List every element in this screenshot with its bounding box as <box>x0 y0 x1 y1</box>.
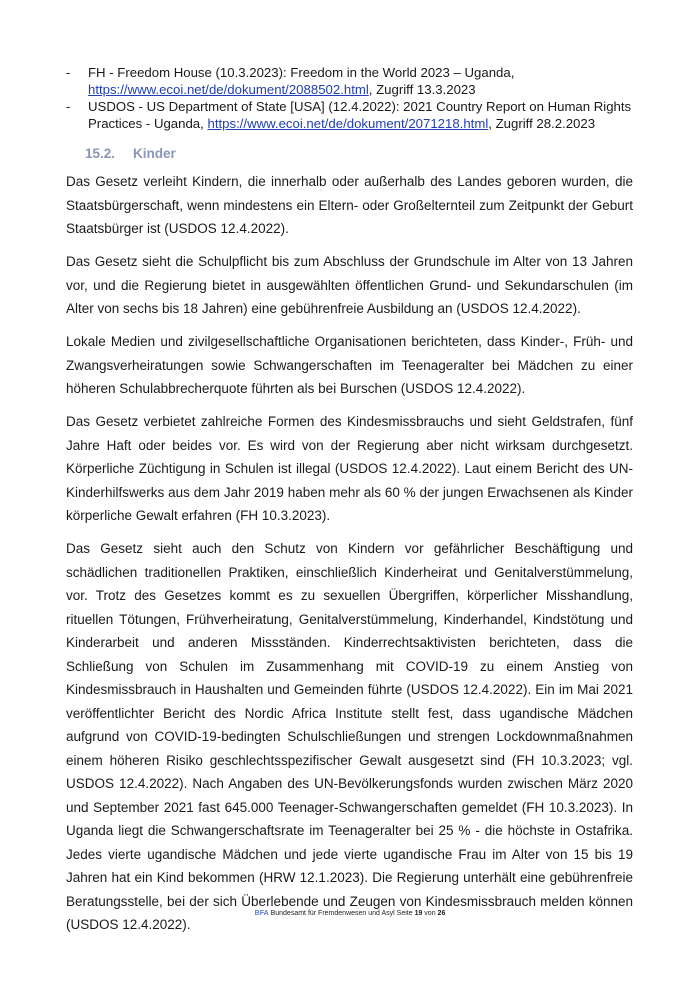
footer-org: Bundesamt für Fremdenwesen und Asyl Seite <box>268 910 415 917</box>
paragraph: Das Gesetz verleiht Kindern, die innerhalb oder außerhalb des Landes geboren wurden, die Staatsbürgerschaft, wenn mindestens ein Eltern- oder Großelternteil zum Zeitpunkt der Geburt Staatsbürger ist (USDOS 12.4.2022). <box>66 174 633 236</box>
source-text: USDOS - US Department of State [USA] (12.4.2022): 2021 Country Report on Human Rights Practices - Uganda, <box>88 99 632 131</box>
footer-of: von <box>422 910 438 917</box>
source-accessed: , Zugriff 28.2.2023 <box>488 116 596 131</box>
section-title: Kinder <box>133 146 176 161</box>
source-text: FH - Freedom House (10.3.2023): Freedom in the World 2023 – Uganda, <box>88 65 515 80</box>
source-link[interactable]: https://www.ecoi.net/de/dokument/2088502.html <box>88 82 369 97</box>
source-item <box>66 98 646 132</box>
paragraph: Lokale Medien und zivilgesellschaftliche Organisationen berichteten, dass Kinder-, Früh- und Zwangsverheiratungen sowie Schwangerschaften im Teenageralter bei Mädchen zu einer höheren Schulabbrecherquote führten als bei Burschen (USDOS 12.4.2022). <box>66 334 633 396</box>
list-dash: - <box>66 65 71 80</box>
source-text-wrap <box>88 98 646 132</box>
section-body <box>66 170 633 946</box>
source-item <box>66 64 646 98</box>
paragraph: Das Gesetz sieht auch den Schutz von Kindern vor gefährlicher Beschäftigung und schädlichen traditionellen Praktiken, einschließlich Kinderheirat und Genitalverstümmelung, vor. Trotz des Gesetzes kommt es zu sexuellen Übergriffen, körperlicher Misshandlung, rituellen Tötungen, Frühverheiratung, Genitalverstümmelung, Kinderhandel, Kindstötung und Kinderarbeit und anderen Missständen. Kinderrechtsaktivisten berichteten, dass die Schließung von Schulen im Zusammenhang mit COVID-19 zu einem Anstieg von Kindesmissbrauch in Haushalten und Gemeinden führte (USDOS 12.4.2022). Ein im Mai 2021 veröffentlichter Bericht des Nordic Africa Institute stellt fest, dass ugandische Mädchen aufgrund von COVID-19-bedingten Schulschließungen und strengen Lockdownmaßnahmen einem höheren Risiko geschlechtsspezifischer Gewalt ausgesetzt sind (FH 10.3.2023; vgl. USDOS 12.4.2022). Nach Angaben des UN-Bevölkerungsfonds wurden zwischen März 2020 und September 2021 fast 645.000 Teenager-Schwangerschaften gemeldet (FH 10.3.2023). In Uganda liegt die Schwangerschaftsrate im Teenageralter bei 25 % - die höchste in Ostafrika. Jedes vierte ugandische Mädchen und jede vierte ugandische Frau im Alter von 15 bis 19 Jahren hat ein Kind bekommen (HRW 12.1.2023). Die Regierung unterhält eine gebührenfreie Beratungsstelle, bei der sich Überlebende und Zeugen von Kindesmissbrauch melden können (USDOS 12.4.2022). <box>66 541 633 932</box>
footer-brand: BFA <box>254 910 269 917</box>
section-number: 15.2. <box>85 146 116 161</box>
source-text-wrap <box>88 64 646 98</box>
paragraph: Das Gesetz sieht die Schulpflicht bis zum Abschluss der Grundschule im Alter von 13 Jahren vor, und die Regierung bietet in ausgewählten öffentlichen Grund- und Sekundarschulen (im Alter von sechs bis 18 Jahren) eine gebührenfreie Ausbildung an (USDOS 12.4.2022). <box>66 254 633 316</box>
page-footer <box>0 910 700 917</box>
list-dash: - <box>66 99 71 114</box>
source-link[interactable]: https://www.ecoi.net/de/dokument/2071218.html <box>207 116 489 131</box>
section-heading <box>85 146 176 161</box>
footer-page-number: 19 <box>414 910 423 917</box>
source-list <box>66 64 646 132</box>
source-accessed: , Zugriff 13.3.2023 <box>368 82 476 97</box>
paragraph: Das Gesetz verbietet zahlreiche Formen des Kindesmissbrauchs und sieht Geldstrafen, fünf Jahre Haft oder beides vor. Es wird von der Regierung aber nicht wirksam durchgesetzt. Körperliche Züchtigung in Schulen ist illegal (USDOS 12.4.2022). Laut einem Bericht des UN-Kinderhilfswerks aus dem Jahr 2019 haben mehr als 60 % der jungen Erwachsenen als Kinder körperliche Gewalt erfahren (FH 10.3.2023). <box>66 414 633 523</box>
footer-page-total: 26 <box>437 910 446 917</box>
